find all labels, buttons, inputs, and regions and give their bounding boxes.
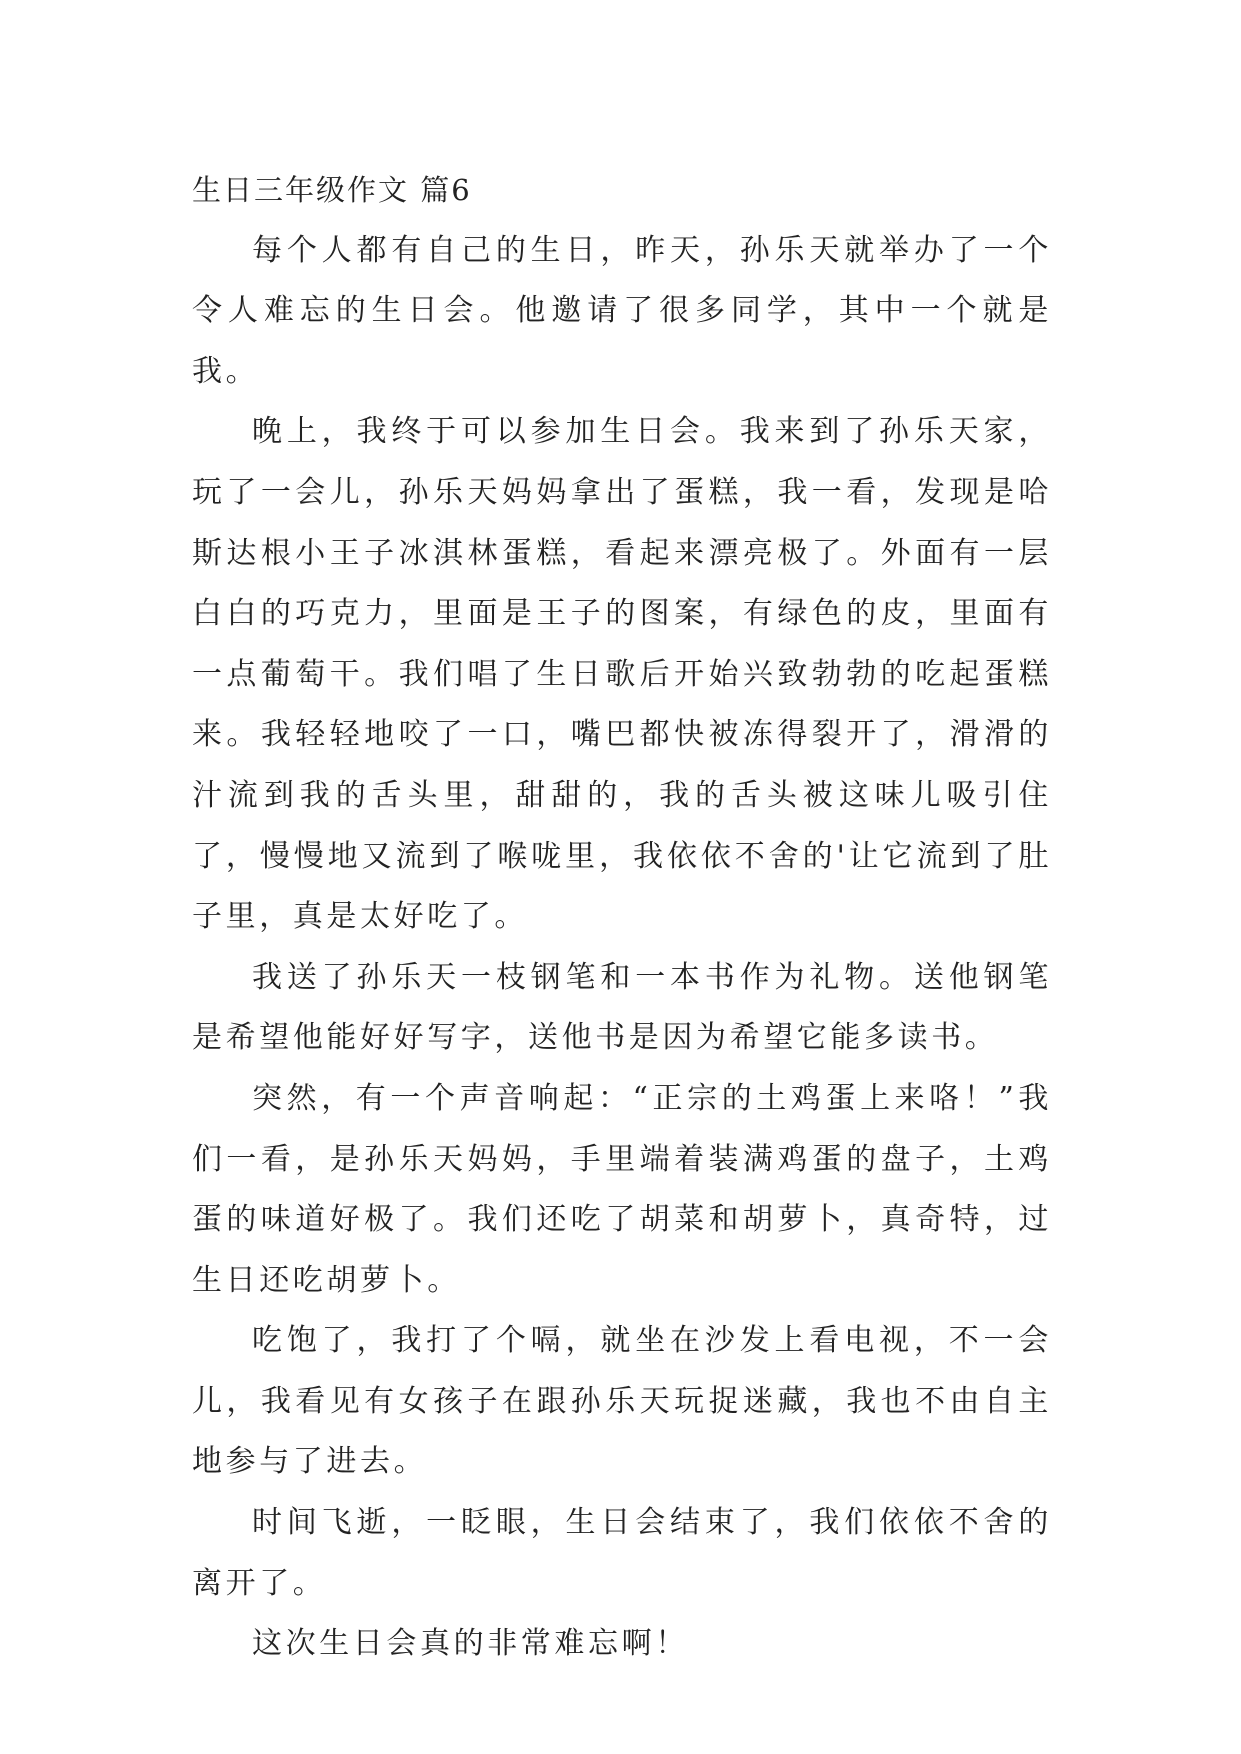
paragraph: 吃饱了，我打了个嗝，就坐在沙发上看电视，不一会儿，我看见有女孩子在跟孙乐天玩捉迷藏，我也不由自主地参与了进去。 [192,1323,1052,1480]
paragraph: 我送了孙乐天一枝钢笔和一本书作为礼物。送他钢笔是希望他能好好写字，送他书是因为希望它能多读书。 [192,959,1052,1056]
paragraph: 这次生日会真的非常难忘啊！ [252,1626,689,1662]
document-title: 生日三年级作文 篇6 [192,173,472,207]
document-body [192,160,1052,1675]
paragraph: 每个人都有自己的生日，昨天，孙乐天就举办了一个令人难忘的生日会。他邀请了很多同学，其中一个就是我。 [192,232,1052,389]
paragraph: 时间飞逝，一眨眼，生日会结束了，我们依依不舍的离开了。 [192,1505,1052,1601]
paragraph: 突然，有一个声音响起：“正宗的土鸡蛋上来咯！”我们一看，是孙乐天妈妈，手里端着装满鸡蛋的盘子，土鸡蛋的味道好极了。我们还吃了胡菜和胡萝卜，真奇特，过生日还吃胡萝卜。 [192,1080,1052,1298]
paragraph: 晚上，我终于可以参加生日会。我来到了孙乐天家，玩了一会儿，孙乐天妈妈拿出了蛋糕，我一看，发现是哈斯达根小王子冰淇林蛋糕，看起来漂亮极了。外面有一层白白的巧克力，里面是王子的图案，有绿色的皮，里面有一点葡萄干。我们唱了生日歌后开始兴致勃勃的吃起蛋糕来。我轻轻地咬了一口，嘴巴都快被冻得裂开了，滑滑的汁流到我的舌头里，甜甜的，我的舌头被这味儿吸引住了，慢慢地又流到了喉咙里，我依依不舍的'让它流到了肚子里，真是太好吃了。 [192,414,1052,935]
